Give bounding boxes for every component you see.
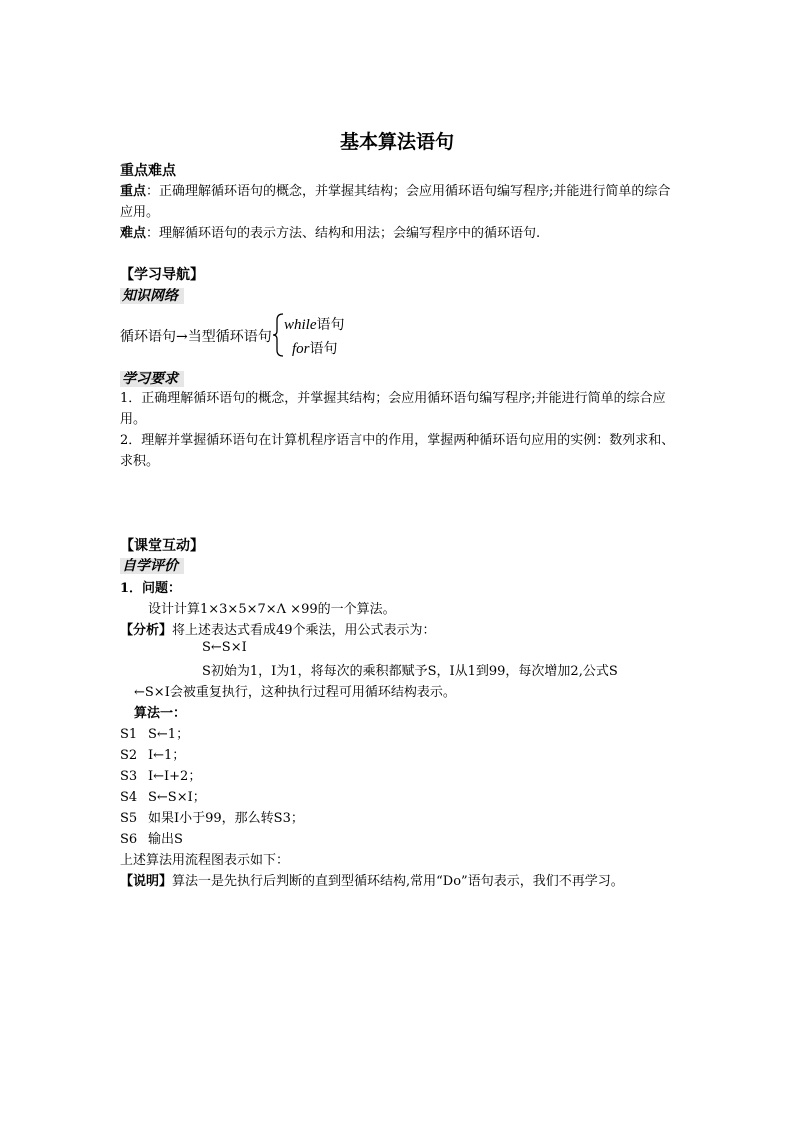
key-text: ：正确理解循环语句的概念，并掌握其结构；会应用循环语句编写程序;并能进行简单的综合应用。 [120, 184, 671, 220]
page-title: 基本算法语句 [339, 131, 454, 153]
diagram-left-text: 循环语句→当型循环语句 [120, 329, 272, 345]
explanation-line-1: S初始为1，I为1，将每次的乘积都赋予S，I从1到99，每次增加2,公式S [202, 664, 618, 679]
key-label: 重点 [120, 184, 147, 199]
formula: S←S×I [202, 640, 247, 655]
difficulty-paragraph [120, 223, 678, 244]
guide-heading: 【学习导航】 [120, 267, 204, 283]
requirement-1: 1．正确理解循环语句的概念，并掌握其结构；会应用循环语句编写程序;并能进行简单的综合应用。 [120, 391, 666, 427]
step-row: S3 I←I+2； [120, 769, 202, 784]
curly-brace-icon [271, 312, 285, 358]
analysis-line [120, 619, 436, 638]
key-point-paragraph [120, 181, 678, 223]
flowchart-note: 上述算法用流程图表示如下： [120, 853, 290, 868]
step-row: S4 S←S×I； [120, 790, 206, 805]
note-label: 【说明】 [120, 874, 173, 889]
self-eval-label: 自学评价 [120, 555, 184, 575]
arrow-icon: → [176, 329, 188, 345]
explanation-line-2: ←S×I会被重复执行，这种执行过程可用循环结构表示。 [134, 685, 456, 700]
question-label: 1．问题： [120, 581, 182, 596]
note-text: 算法一是先执行后判断的直到型循环结构,常用“Do”语句表示，我们不再学习。 [172, 874, 624, 889]
step-row: S2 I←1； [120, 748, 186, 763]
analysis-text: 将上述表达式看成49个乘法，用公式表示为： [172, 623, 436, 638]
difficulty-text: ：理解循环语句的表示方法、结构和用法；会编写程序中的循环语句. [146, 226, 541, 241]
analysis-label: 【分析】 [120, 623, 173, 638]
requirement-2: 2．理解并掌握循环语句在计算机程序语言中的作用，掌握两种循环语句应用的实例：数列求和、求积。 [120, 433, 675, 469]
requirements-label: 学习要求 [120, 368, 184, 388]
question-text: 设计计算1×3×5×7×Λ ×99的一个算法。 [148, 602, 396, 617]
diagram-branch-for: for语句 [292, 341, 338, 357]
step-row: S6 输出S [120, 832, 183, 847]
key-points-heading: 重点难点 [120, 163, 176, 179]
interaction-heading: 【课堂互动】 [120, 538, 204, 554]
algorithm-label: 算法一： [134, 706, 187, 721]
difficulty-label: 难点 [120, 226, 147, 241]
step-row: S1 S←1； [120, 727, 190, 742]
diagram-branch-while: while语句 [284, 317, 345, 333]
step-row: S5 如果I小于99，那么转S3； [120, 811, 304, 826]
knowledge-network-label: 知识网络 [120, 285, 184, 305]
explanation-note [120, 870, 624, 889]
